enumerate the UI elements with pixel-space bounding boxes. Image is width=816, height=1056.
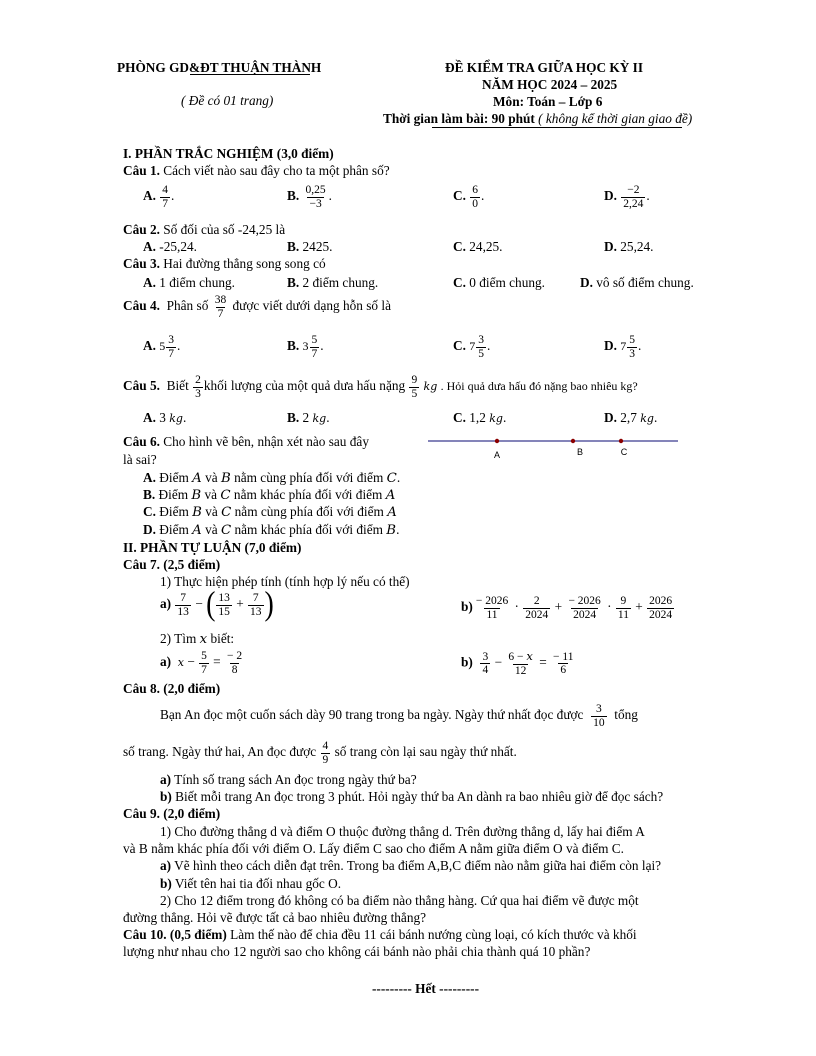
school-year: NĂM HỌC 2024 – 2025 <box>482 77 618 92</box>
q9-l2: và B nằm khác phía đối với điểm O. Lấy điểm C sao cho điểm A nằm giữa điểm O và điểm C. <box>123 841 624 856</box>
q6-option-d: D. Điểm A và C nằm khác phía đối với điểm B. <box>143 522 400 538</box>
department-title: PHÒNG GD&ĐT THUẬN THÀNH <box>117 60 322 75</box>
q3-option-d: D. vô số điểm chung. <box>580 275 694 290</box>
q7-1b: b) $\frac{- 2026}{11}$ · $\frac{2}{2024}$ + $\frac{- 2026}{2024}$ · $\frac{9}{11}$ + $\frac{2026}{2024}$ <box>461 595 673 621</box>
figure-label-c: C <box>620 447 628 457</box>
q7-sub1: 1) Thực hiện phép tính (tính hợp lý nếu có thể) <box>160 574 410 589</box>
q7-2a: a) x − $\frac{5}{7}$ = $\frac{- 2}{8}$ <box>160 650 243 676</box>
q1-option-c: C. $\frac{6}{0}$ . <box>453 184 485 210</box>
q2: Câu 2. Số đối của số -24,25 là <box>123 222 286 237</box>
footer-end: --------- Hết --------- <box>372 981 480 996</box>
page-count-note: ( Đề có 01 trang) <box>181 93 274 108</box>
q5: Câu 5. Biết $\frac{2}{3}$ khối lượng của một quả dưa hấu nặng $\frac{9}{5}$ kg . Hỏi quả dưa hấu đó nặng bao nhiêu kg? <box>123 374 638 400</box>
q2-option-b: B. 2425. <box>287 239 333 254</box>
q2-option-a: A. -25,24. <box>143 239 197 254</box>
q1-option-d: D. $\frac{-2}{2,24}$ . <box>604 184 650 210</box>
part1-title: I. PHẦN TRẮC NGHIỆM (3,0 điểm) <box>123 146 334 161</box>
q3: Câu 3. Hai đường thẳng song song có <box>123 256 326 271</box>
q4-option-c: C. 7 $\frac{3}{5}$ . <box>453 334 491 360</box>
q3-option-a: A. 1 điểm chung. <box>143 275 235 290</box>
q4-option-d: D. 7 $\frac{5}{3}$ . <box>604 334 642 360</box>
exam-title: ĐỀ KIỂM TRA GIỮA HỌC KỲ II <box>445 60 644 75</box>
q10: Câu 10. (0,5 điểm) Làm thế nào để chia đều 11 cái bánh nướng cùng loại, có kích thước và khối <box>123 927 637 942</box>
divider <box>432 127 682 128</box>
q3-option-c: C. 0 điểm chung. <box>453 275 545 290</box>
q7: Câu 7. (2,5 điểm) <box>123 557 221 572</box>
q6-option-b: B. Điểm B và C nằm khác phía đối với điểm A <box>143 487 396 503</box>
q5-option-a: A. 3 kg. <box>143 410 187 425</box>
q6-option-c: C. Điểm B và C nằm cùng phía đối với điểm A <box>143 504 397 520</box>
q7-1a: a) $\frac{7}{13}$ − ( $\frac{13}{15}$ + $\frac{7}{13}$ ) <box>160 585 274 623</box>
q9-l1: 1) Cho đường thẳng d và điểm O thuộc đường thẳng d. Trên đường thẳng d, lấy hai điểm A <box>160 824 645 839</box>
figure-label-b: B <box>576 447 584 457</box>
q9-l4: đường thẳng. Hỏi vẽ được tất cả bao nhiêu đường thẳng? <box>123 910 427 925</box>
q10-l2: lượng như nhau cho 12 người sao cho không cái bánh nào phải chia thành quá 10 phần? <box>123 944 591 959</box>
subject: Môn: Toán – Lớp 6 <box>493 94 603 109</box>
q9-l3: 2) Cho 12 điểm trong đó không có ba điểm nào thẳng hàng. Cứ qua hai điểm vẽ được một <box>160 893 639 908</box>
q4: Câu 4. Phân số $\frac{38}{7}$ được viết dưới dạng hỗn số là <box>123 294 391 320</box>
q4-option-a: A. 5 $\frac{3}{7}$ . <box>143 334 181 360</box>
q8-b: b) Biết mỗi trang An đọc trong 3 phút. Hỏi ngày thứ ba An dành ra bao nhiêu giờ để đọc sách? <box>160 789 664 804</box>
q3-option-b: B. 2 điểm chung. <box>287 275 379 290</box>
q6-figure <box>425 432 685 462</box>
part2-title: II. PHẦN TỰ LUẬN (7,0 điểm) <box>123 540 302 555</box>
q4-option-b: B. 3 $\frac{5}{7}$ . <box>287 334 324 360</box>
exam-time: Thời gian làm bài: 90 phút ( không kể thời gian giao đề) <box>383 111 693 126</box>
q2-option-d: D. 25,24. <box>604 239 654 254</box>
q7-sub2: 2) Tìm x biết: <box>160 631 235 647</box>
q8-para2: số trang. Ngày thứ hai, An đọc được $\frac{4}{9}$ số trang còn lại sau ngày thứ nhất. <box>123 740 517 766</box>
divider <box>190 74 310 75</box>
q6: Câu 6. Cho hình vẽ bên, nhận xét nào sau đây <box>123 434 369 449</box>
q8-a: a) Tính số trang sách An đọc trong ngày thứ ba? <box>160 772 417 787</box>
q9-b: b) Viết tên hai tia đối nhau gốc O. <box>160 876 342 891</box>
q2-option-c: C. 24,25. <box>453 239 503 254</box>
q6-option-a: A. Điểm A và B nằm cùng phía đối với điểm C. <box>143 470 401 486</box>
q6-text-cont: là sai? <box>123 452 157 467</box>
q8-para1: Bạn An đọc một cuốn sách dày 90 trang trong ba ngày. Ngày thứ nhất đọc được $\frac{3}{10}$ tổng <box>160 703 638 729</box>
q8: Câu 8. (2,0 điểm) <box>123 681 221 696</box>
figure-point-c <box>619 439 623 443</box>
q1-option-a: A. $\frac{4}{7}$ . <box>143 184 175 210</box>
q5-option-d: D. 2,7 kg. <box>604 410 658 425</box>
q7-2b: b) $\frac{3}{4}$ − $\frac{6 - x}{12}$ = $\frac{- 11}{6}$ <box>461 649 574 677</box>
q5-option-c: C. 1,2 kg. <box>453 410 507 425</box>
figure-point-b <box>571 439 575 443</box>
q5-option-b: B. 2 kg. <box>287 410 330 425</box>
q9-a: a) Vẽ hình theo cách diễn đạt trên. Trong ba điểm A,B,C điểm nào nằm giữa hai điểm còn lại? <box>160 858 662 873</box>
figure-point-a <box>495 439 499 443</box>
q1: Câu 1. Cách viết nào sau đây cho ta một phân số? <box>123 163 390 178</box>
figure-label-a: A <box>493 450 501 460</box>
q9: Câu 9. (2,0 điểm) <box>123 806 221 821</box>
q1-option-b: B. $\frac{0,25}{-3}$ . <box>287 184 332 210</box>
